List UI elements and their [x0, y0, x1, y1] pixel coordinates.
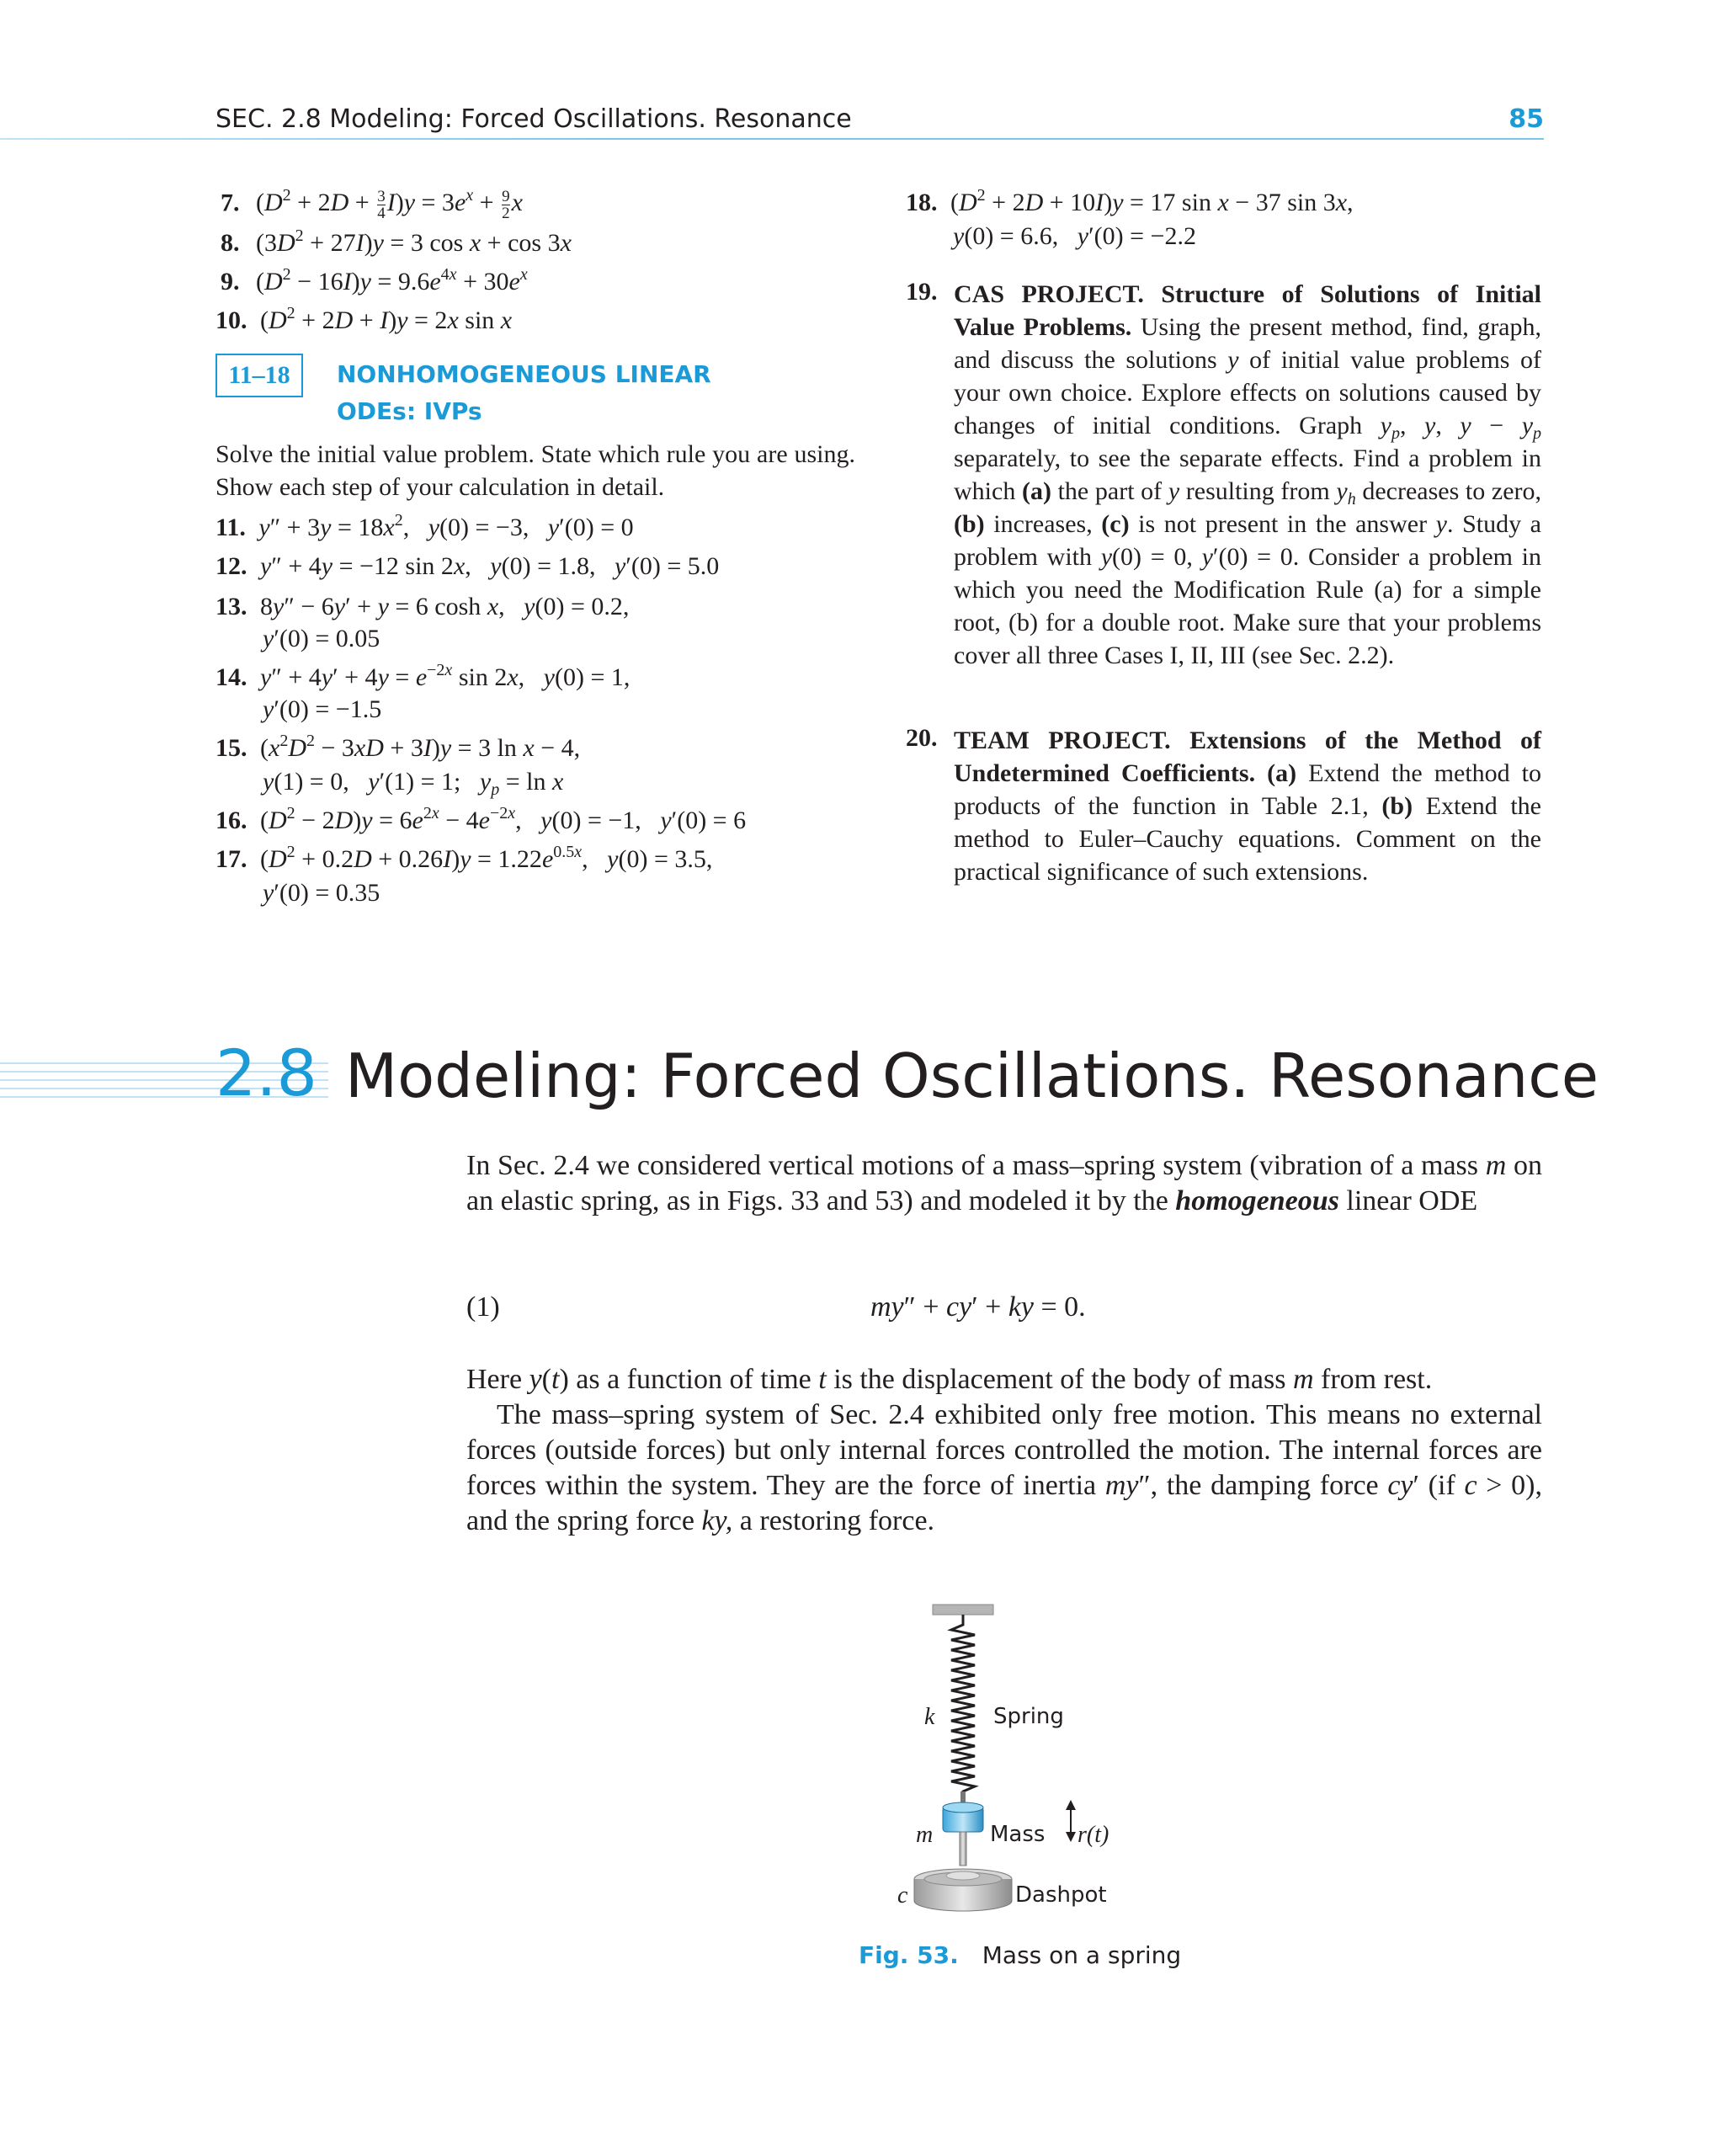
exercise-17-cont: y′(0) = 0.35: [263, 879, 380, 907]
exercise-16: 16. $(D^2 - 2D)y = 6e^{2x} - 4e^{-2x}$, y(0) = −1, y′(0) = 6: [216, 804, 747, 834]
section-intro: In Sec. 2.4 we considered vertical motions of a mass–spring system (vibration of a mass m on an elastic spring, as in Figs. 33 and 53) and modeled it by the homogeneous linear ODE: [466, 1150, 1542, 1216]
exercise-18: 18. $(D^2 + 2D + 10I)y = 17$ sin x − 37 sin 3x,: [906, 186, 1354, 216]
figure-caption: [859, 1941, 1181, 1969]
problem-range-box: 11–18: [216, 354, 303, 397]
exercise-15-cont: y(1) = 0, y′(1) = 1; $y_p = \ln x$: [263, 768, 564, 799]
label-k: k: [924, 1704, 935, 1730]
section-number: 2.8: [216, 1035, 317, 1110]
instructions: Solve the initial value problem. State which rule you are using. Show each step of your calculation in detail.: [216, 440, 855, 501]
running-head-section: SEC. 2.8 Modeling: Forced Oscillations. Resonance: [216, 104, 852, 134]
exercise-19-number: 19.: [906, 278, 938, 306]
exercise-7: 7. ($D^2 + 2D$ + $\frac{3}{4}$ $I)y = 3e^x$ + $\frac{9}{2}$ x: [221, 186, 523, 222]
exercise-18-cont: y(0) = 6.6, y′(0) = −2.2: [953, 222, 1196, 250]
exercise-17: 17. $(D^2 + 0.2D + 0.26I)y = 1.22e^{0.5x}$, y(0) = 3.5,: [216, 843, 713, 873]
label-m: m: [916, 1822, 934, 1848]
figure-caption-label: Fig. 53.: [859, 1941, 959, 1969]
label-spring: Spring: [993, 1704, 1064, 1729]
equation-1: my″ + cy′ + ky = 0.: [870, 1291, 1086, 1323]
page-number: 85: [1508, 104, 1544, 134]
exercise-12: 12. y″ + 4y = −12 sin 2x, y(0) = 1.8, y′(0) = 5.0: [216, 552, 720, 580]
exercise-9: 9. $(D^2 - 16I)y = 9.6e^{4x} + 30e^x$: [221, 265, 528, 295]
problem-set-heading-line1: NONHOMOGENEOUS LINEAR: [337, 360, 711, 388]
exercise-14-cont: y′(0) = −1.5: [263, 695, 382, 723]
exercise-10: 10. $(D^2 + 2D + I)y = 2x$ sin x: [216, 304, 513, 334]
paragraph-2: The mass–spring system of Sec. 2.4 exhibited only free motion. This means no external forces (outside forces) but only internal forces controlled the motion. The internal forces are forces within the system. They are the force of inertia my″, the damping force cy′ (if c > 0), and the spring force ky, a restoring force.: [466, 1399, 1542, 1536]
label-mass: Mass: [990, 1822, 1046, 1847]
exercise-15: 15. $(x^2D^2 - 3xD + 3I)y = 3$ ln x − 4,: [216, 732, 581, 762]
running-header: [216, 104, 1544, 138]
equation-label: (1): [466, 1291, 500, 1323]
exercise-13: 13. 8y″ − 6y′ + y = 6 cosh x, y(0) = 0.2,: [216, 593, 630, 620]
header-rule: [0, 138, 1544, 140]
paragraph-1: Here y(t) as a function of time t is the displacement of the body of mass m from rest.: [466, 1364, 1433, 1395]
section-title: Modeling: Forced Oscillations. Resonance: [345, 1041, 1599, 1111]
label-dashpot: Dashpot: [1015, 1882, 1107, 1908]
exercise-20: TEAM PROJECT. Extensions of the Method of Undetermined Coefficients. (a) Extend the method to products of the function in Table 2.1, (b) Extend the method to Euler–Cauchy equations. Comment on the practical significance of such extensions.: [954, 727, 1542, 886]
figure-caption-text: Mass on a spring: [982, 1941, 1182, 1969]
exercise-20-number: 20.: [906, 724, 938, 752]
spring-coil: [951, 1615, 975, 1800]
exercise-11: 11. $y'' + 3y = 18x^2$, y(0) = −3, y′(0) = 0: [216, 511, 634, 541]
exercise-13-cont: y′(0) = 0.05: [263, 625, 380, 652]
label-r-of-t: r(t): [1078, 1822, 1109, 1848]
problem-set-heading-line2: ODEs: IVPs: [337, 397, 482, 425]
label-c: c: [897, 1882, 908, 1908]
exercise-19: CAS PROJECT. Structure of Solutions of Initial Value Problems. Using the present method, find, graph, and discuss the solutions y of initial value problems of your own choice. Explore effects on solutions caused by changes of initial conditions. Graph $y_p$, y, $y - y_p$ separately, to see the separate effects. Find a problem in which (a) the part of y resulting from $y_h$ decreases to zero, (b) increases, (c) is not present in the answer y. Study a problem with y(0) = 0, y′(0) = 0. Consider a problem in which you need the Modification Rule (a) for a simple root, (b) for a double root. Make sure that your problems cover all three Cases I, II, III (see Sec. 2.2).: [954, 280, 1542, 669]
mass-spring-figure: [875, 1591, 1179, 1928]
exercise-number: 7.: [221, 189, 240, 217]
exercise-14: 14. $y'' + 4y' + 4y = e^{-2x}$ sin 2x, y(0) = 1,: [216, 661, 631, 691]
ceiling-support: [933, 1605, 993, 1615]
exercise-8: 8. $(3D^2 + 27I)y = 3$ cos x + cos 3x: [221, 226, 572, 257]
